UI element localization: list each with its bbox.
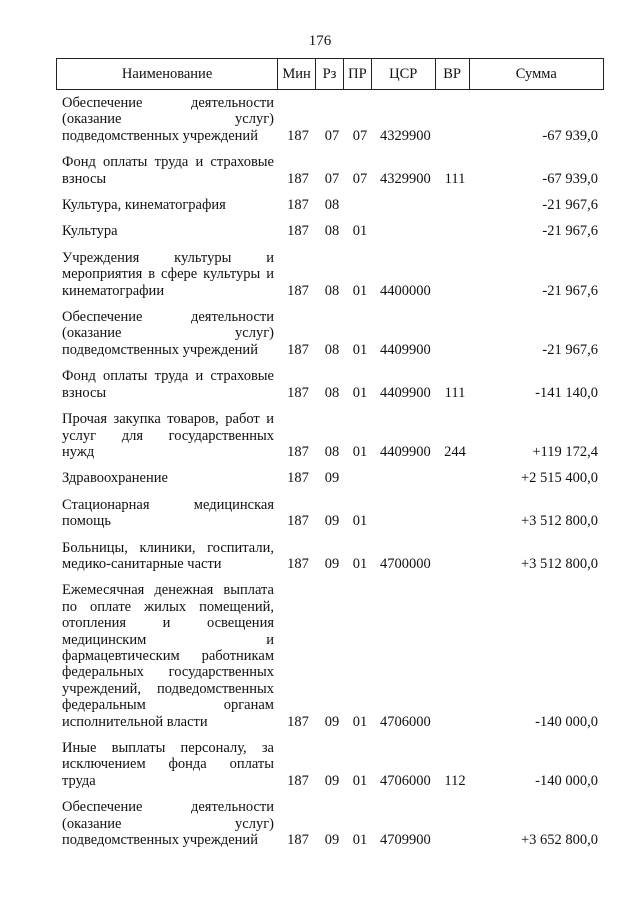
row-sum: -21 967,6 xyxy=(542,341,598,358)
row-sum: -21 967,6 xyxy=(542,223,598,240)
table-row xyxy=(56,740,616,789)
row-name-line: (оказание услуг) xyxy=(62,815,274,832)
row-pr: 07 xyxy=(352,127,368,144)
row-name xyxy=(56,470,274,486)
row-name-line: федеральных государственных xyxy=(62,664,274,681)
header-rz: Рз xyxy=(316,59,344,89)
row-pr: 01 xyxy=(352,223,368,240)
row-name-line: Фонд оплаты труда и страховые xyxy=(62,154,274,171)
row-sum: +2 515 400,0 xyxy=(520,470,598,487)
row-csr: 4409900 xyxy=(380,384,431,401)
row-rz: 08 xyxy=(324,282,340,299)
row-pr: 01 xyxy=(352,384,368,401)
table-row xyxy=(56,197,616,213)
row-sum: -21 967,6 xyxy=(542,197,598,214)
table-row xyxy=(56,95,616,144)
row-csr: 4706000 xyxy=(380,772,431,789)
row-min: 187 xyxy=(287,384,309,401)
table-row xyxy=(56,250,616,299)
table-row xyxy=(56,154,616,187)
row-name-line: медико-санитарные части xyxy=(62,555,222,572)
row-sum: -21 967,6 xyxy=(542,282,598,299)
row-rz: 09 xyxy=(324,555,340,572)
row-name-line: Иные выплаты персоналу, за xyxy=(62,740,274,756)
row-min: 187 xyxy=(287,555,309,572)
row-name-line: услуг для государственных xyxy=(62,427,274,444)
header-sum: Сумма xyxy=(515,65,557,82)
table-row xyxy=(56,223,616,239)
row-pr: 01 xyxy=(352,713,368,730)
row-min: 187 xyxy=(287,127,309,144)
row-vr: 111 xyxy=(444,170,466,187)
row-csr: 4329900 xyxy=(380,170,431,187)
row-rz: 08 xyxy=(324,197,340,214)
row-name-line: подведомственных учреждений xyxy=(62,127,258,144)
row-name-line: Обеспечение деятельности xyxy=(62,95,274,111)
header-min: Мин xyxy=(278,59,316,89)
row-name-line: исключением фонда оплаты xyxy=(62,756,274,773)
row-name-line: кинематографии xyxy=(62,282,165,299)
header-name: Наименование xyxy=(57,59,278,89)
row-csr: 4706000 xyxy=(380,713,431,730)
row-sum: -140 000,0 xyxy=(535,713,598,730)
row-name-line: Обеспечение деятельности xyxy=(62,799,274,816)
row-name-line: исполнительной власти xyxy=(62,713,208,730)
row-name-line: Больницы, клиники, госпитали, xyxy=(62,539,274,556)
row-name xyxy=(56,799,274,848)
row-name-line: подведомственных учреждений xyxy=(62,832,258,849)
row-name xyxy=(56,309,274,358)
row-name-line: (оказание услуг) xyxy=(62,325,274,342)
table-header xyxy=(56,58,604,90)
row-sum: +119 172,4 xyxy=(532,443,598,460)
row-vr: 112 xyxy=(444,772,466,789)
table-row xyxy=(56,411,616,460)
row-min: 187 xyxy=(287,282,309,299)
row-name-line: медицинским и xyxy=(62,631,274,648)
row-sum: +3 512 800,0 xyxy=(520,513,598,530)
row-min: 187 xyxy=(287,341,309,358)
row-rz: 08 xyxy=(324,384,340,401)
row-rz: 09 xyxy=(324,513,340,530)
row-csr: 4400000 xyxy=(380,282,431,299)
table-row xyxy=(56,470,616,486)
row-pr: 01 xyxy=(352,555,368,572)
row-sum: -67 939,0 xyxy=(542,127,598,144)
row-rz: 09 xyxy=(324,772,340,789)
page-number: 176 xyxy=(308,33,332,49)
row-name-line: Культура xyxy=(62,223,118,240)
row-csr: 4329900 xyxy=(380,127,431,144)
row-min: 187 xyxy=(287,443,309,460)
row-name xyxy=(56,368,274,401)
row-min: 187 xyxy=(287,223,309,240)
row-name-line: труда xyxy=(62,772,96,789)
row-name-line: Стационарная медицинская xyxy=(62,496,274,513)
row-rz: 09 xyxy=(324,713,340,730)
row-name-line: Учреждения культуры и xyxy=(62,249,274,266)
row-pr: 07 xyxy=(352,170,368,187)
row-name-line: взносы xyxy=(62,384,107,401)
row-name-line: федеральным органам xyxy=(62,697,274,714)
row-name-line: Здравоохранение xyxy=(62,470,168,487)
row-name xyxy=(56,223,274,239)
row-min: 187 xyxy=(287,197,309,214)
row-sum: -141 140,0 xyxy=(535,384,598,401)
header-csr: ЦСР xyxy=(372,59,436,89)
row-name xyxy=(56,411,274,460)
row-pr: 01 xyxy=(352,772,368,789)
row-name xyxy=(56,95,274,144)
table-row xyxy=(56,540,616,573)
row-sum: +3 512 800,0 xyxy=(520,555,598,572)
row-sum: -67 939,0 xyxy=(542,170,598,187)
row-pr: 01 xyxy=(352,282,368,299)
row-csr: 4409900 xyxy=(380,443,431,460)
row-name-line: Прочая закупка товаров, работ и xyxy=(62,411,274,428)
row-rz: 08 xyxy=(324,443,340,460)
row-name-line: Фонд оплаты труда и страховые xyxy=(62,368,274,385)
row-name-line: подведомственных учреждений xyxy=(62,341,258,358)
row-name-line: отопления и освещения xyxy=(62,615,274,632)
row-min: 187 xyxy=(287,513,309,530)
row-min: 187 xyxy=(287,470,309,487)
row-sum: +3 652 800,0 xyxy=(520,832,598,849)
row-rz: 09 xyxy=(324,470,340,487)
table-row xyxy=(56,497,616,530)
table-row xyxy=(56,309,616,358)
row-min: 187 xyxy=(287,832,309,849)
header-vr: ВР xyxy=(436,59,470,89)
row-name-line: Обеспечение деятельности xyxy=(62,309,274,326)
row-name-line: мероприятия в сфере культуры и xyxy=(62,266,274,283)
row-name-line: Ежемесячная денежная выплата xyxy=(62,582,274,599)
row-rz: 09 xyxy=(324,832,340,849)
row-vr: 244 xyxy=(444,443,466,460)
table-body xyxy=(56,95,616,858)
row-pr: 01 xyxy=(352,341,368,358)
row-name-line: нужд xyxy=(62,443,95,460)
row-name-line: (оказание услуг) xyxy=(62,111,274,128)
row-csr: 4409900 xyxy=(380,341,431,358)
row-name-line: по оплате жилых помещений, xyxy=(62,598,274,615)
row-name xyxy=(56,197,274,213)
row-name xyxy=(56,497,274,530)
row-rz: 07 xyxy=(324,127,340,144)
row-name-line: учреждений, подведомственных xyxy=(62,680,274,697)
row-name-line: Культура, кинематография xyxy=(62,197,226,214)
table-row xyxy=(56,582,616,730)
row-rz: 07 xyxy=(324,170,340,187)
row-name xyxy=(56,154,274,187)
row-min: 187 xyxy=(287,772,309,789)
table-row xyxy=(56,799,616,848)
row-name-line: помощь xyxy=(62,513,111,530)
row-pr: 01 xyxy=(352,513,368,530)
row-name xyxy=(56,740,274,789)
row-rz: 08 xyxy=(324,223,340,240)
header-pr: ПР xyxy=(344,59,372,89)
row-pr: 01 xyxy=(352,832,368,849)
row-name-line: фармацевтическим работникам xyxy=(62,647,274,664)
row-pr: 01 xyxy=(352,443,368,460)
row-vr: 111 xyxy=(444,384,466,401)
row-name xyxy=(56,250,274,299)
row-sum: -140 000,0 xyxy=(535,772,598,789)
row-csr: 4700000 xyxy=(380,555,431,572)
row-min: 187 xyxy=(287,713,309,730)
row-rz: 08 xyxy=(324,341,340,358)
row-name xyxy=(56,582,274,730)
row-name xyxy=(56,540,274,573)
table-row xyxy=(56,368,616,401)
row-csr: 4709900 xyxy=(380,832,431,849)
row-min: 187 xyxy=(287,170,309,187)
row-name-line: взносы xyxy=(62,170,107,187)
